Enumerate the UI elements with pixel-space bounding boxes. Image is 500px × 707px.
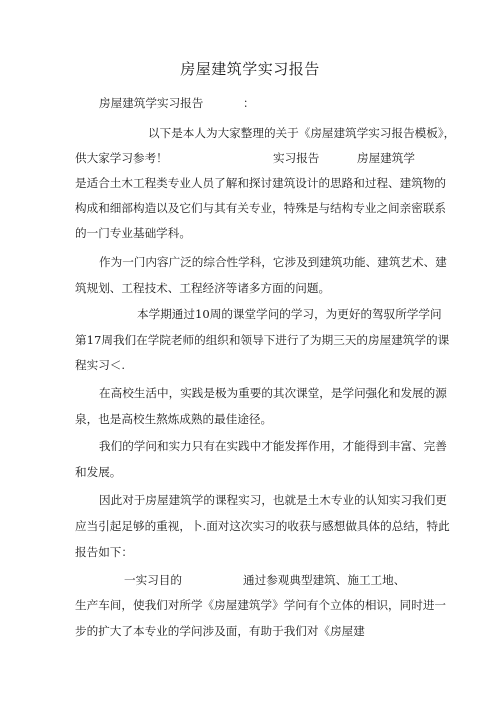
intro-line-2-c: 房屋建筑学 <box>357 151 415 165</box>
paragraph-6-line-3: 报告如下： <box>75 545 133 559</box>
paragraph-3-line-2: 第17周我们在学院老师的组织和领导下进行了为期三天的房屋建筑学的课 <box>75 333 450 347</box>
paragraph-5-line-2: 和发展。 <box>75 465 122 479</box>
paragraph-4-line-1: 在高校生活中，实践是极为重要的其次课堂，是学问强化和发展的源 <box>99 386 447 400</box>
subtitle-colon: ： <box>243 96 255 110</box>
paragraph-2-line-2: 筑规划、工程技术、工程经济等诸多方面的问题。 <box>75 281 331 295</box>
paragraph-5-line-1: 我们的学问和实力只有在实践中才能发挥作用，才能得到丰富、完善 <box>99 439 447 453</box>
subtitle-text: 房屋建筑学实习报告 <box>99 96 204 110</box>
intro-line-5: 的一门专业基础学科。 <box>75 226 191 240</box>
paragraph-4-line-2: 泉，也是高校生熬炼成熟的最佳途径。 <box>75 412 273 426</box>
paragraph-3-line-1: 本学期通过10周的课堂学问的学习，为更好的驾驭所学学问 <box>137 307 442 321</box>
paragraph-6-line-1: 因此对于房屋建筑学的课程实习，也就是土木专业的认知实习我们更 <box>99 493 447 507</box>
paragraph-3-line-3: 程实习＜. <box>75 358 126 372</box>
paragraph-2-line-1: 作为一门内容广泛的综合性学科，它涉及到建筑功能、建筑艺术、建 <box>99 255 447 269</box>
section-1-line-3: 步的扩大了本专业的学问涉及面，有助于我们对《房屋建 <box>75 624 365 638</box>
intro-line-2-a: 供大家学习参考！ <box>75 151 168 165</box>
section-1-line-1: 通过参观典型建筑、施工工地、 <box>243 573 406 587</box>
intro-line-3: 是适合土木工程类专业人员了解和探讨建筑设计的思路和过程、建筑物的 <box>75 176 447 190</box>
intro-line-2-b: 实习报告 <box>273 151 320 165</box>
intro-line-1: 以下是本人为大家整理的关于《房屋建筑学实习报告模板》， <box>148 126 456 140</box>
document-title: 房屋建筑学实习报告 <box>180 60 320 78</box>
intro-line-4: 构成和细部构造以及它们与其有关专业，特殊是与结构专业之间亲密联系 <box>75 201 447 215</box>
section-1-label: 一实习目的 <box>124 573 182 587</box>
section-1-line-2: 生产车间，使我们对所学《房屋建筑学》学问有个立体的相识，同时进一 <box>75 598 447 612</box>
paragraph-6-line-2: 应当引起足够的重视，卜.面对这次实习的收获与感想做具体的总结，特此 <box>75 519 450 533</box>
